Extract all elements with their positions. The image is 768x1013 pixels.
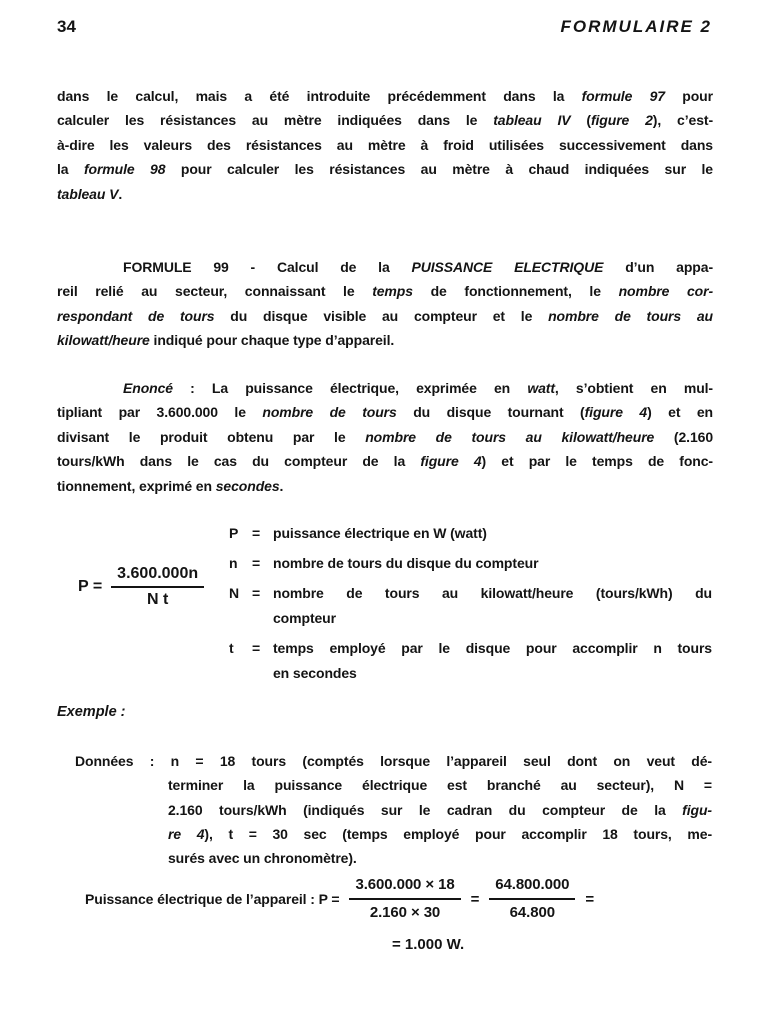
equals-sign: = [252, 525, 261, 541]
fraction-numerator: 64.800.000 [489, 874, 575, 900]
fraction-numerator: 3.600.000 × 18 [349, 874, 460, 900]
definition-symbol: t [229, 640, 234, 656]
fraction-denominator: N t [146, 591, 169, 608]
text-line: re 4), t = 30 sec (temps employé pour accomplir 18 tours, me- [168, 825, 713, 842]
header-title: FORMULAIRE 2 [560, 17, 712, 36]
equals-sign: = [252, 640, 261, 656]
definition-row [229, 636, 712, 686]
fraction-numerator: 3.600.000n [111, 564, 204, 588]
text-line: Enoncé : La puissance électrique, exprimée en watt, s’obtient en mul- [123, 380, 713, 396]
formula-lhs: P = [78, 578, 103, 595]
definition-row [229, 581, 712, 631]
text-line: calculer les résistances au mètre indiquées dans le tableau IV (figure 2), c’est- [57, 112, 714, 129]
equals-sign: = [470, 890, 480, 908]
page-number: 34 [57, 17, 76, 36]
text-line: terminer la puissance électrique est branché au secteur), N = [168, 777, 712, 794]
text-line: divisant le produit obtenu par le nombre de tours au kilowatt/heure (2.160 [57, 428, 714, 445]
definition-symbol: n [229, 555, 238, 571]
calculation-label: Puissance électrique de l’appareil : P = [85, 891, 340, 907]
calculation-fraction-1 [349, 874, 460, 924]
equals-sign: = [252, 555, 261, 571]
definition-row [229, 521, 712, 546]
calculation-fraction-2 [489, 874, 575, 924]
text-line: FORMULE 99 - Calcul de la PUISSANCE ELECTRIQUE d’un appa- [123, 259, 714, 275]
fraction-denominator: 2.160 × 30 [369, 904, 441, 921]
fraction-denominator: 64.800 [509, 904, 555, 921]
main-formula [78, 564, 204, 610]
text-line: tableau V. [57, 185, 123, 202]
equals-sign: = [585, 890, 595, 908]
paragraph-intro [57, 84, 713, 206]
paragraph-donnees [75, 749, 713, 870]
calculation-result: = 1.000 W. [392, 936, 465, 953]
text-line: dans le calcul, mais a été introduite précédemment dans la formule 97 pour [57, 88, 713, 104]
definition-symbol: P [229, 525, 239, 541]
page-header [57, 17, 712, 37]
paragraph-enonce [57, 376, 713, 498]
paragraph-formule-99 [57, 255, 713, 353]
text-line: tionnement, exprimé en secondes. [57, 477, 284, 494]
definition-text: nombre de tours au kilowatt/heure (tours/kWh) du compteur [273, 585, 712, 626]
text-line: à-dire les valeurs des résistances au mètre à froid utilisées successivement dans [57, 136, 713, 153]
text-line: Données : n = 18 tours (comptés lorsque l’appareil seul dont on veut dé- [75, 753, 712, 769]
text-line: la formule 98 pour calculer les résistances au mètre à chaud indiquées sur le [57, 161, 713, 178]
text-line: kilowatt/heure indiqué pour chaque type d’appareil. [57, 332, 395, 349]
text-line: reil relié au secteur, connaissant le temps de fonctionnement, le nombre cor- [57, 283, 714, 300]
definition-text: temps employé par le disque pour accomplir n tours en secondes [273, 640, 712, 681]
text-line: surés avec un chronomètre). [168, 850, 357, 867]
text-line: tipliant par 3.600.000 le nombre de tours du disque tournant (figure 4) et en [57, 404, 714, 421]
equals-sign: = [252, 585, 261, 601]
symbol-definitions [229, 521, 712, 691]
text-line: tours/kWh dans le cas du compteur de la figure 4) et par le temps de fonc- [57, 453, 713, 470]
formula-fraction [111, 564, 204, 610]
definition-symbol: N [229, 585, 240, 601]
exemple-heading: Exemple : [57, 704, 126, 720]
definition-text: nombre de tours du disque du compteur [273, 555, 539, 571]
text-line: respondant de tours du disque visible au compteur et le nombre de tours au [57, 307, 714, 324]
calculation-row [85, 874, 594, 924]
definition-text: puissance électrique en W (watt) [273, 525, 487, 541]
formula-block [57, 512, 713, 692]
definition-row [229, 551, 712, 576]
text-line: 2.160 tours/kWh (indiqués sur le cadran du compteur de la figu- [168, 801, 712, 818]
